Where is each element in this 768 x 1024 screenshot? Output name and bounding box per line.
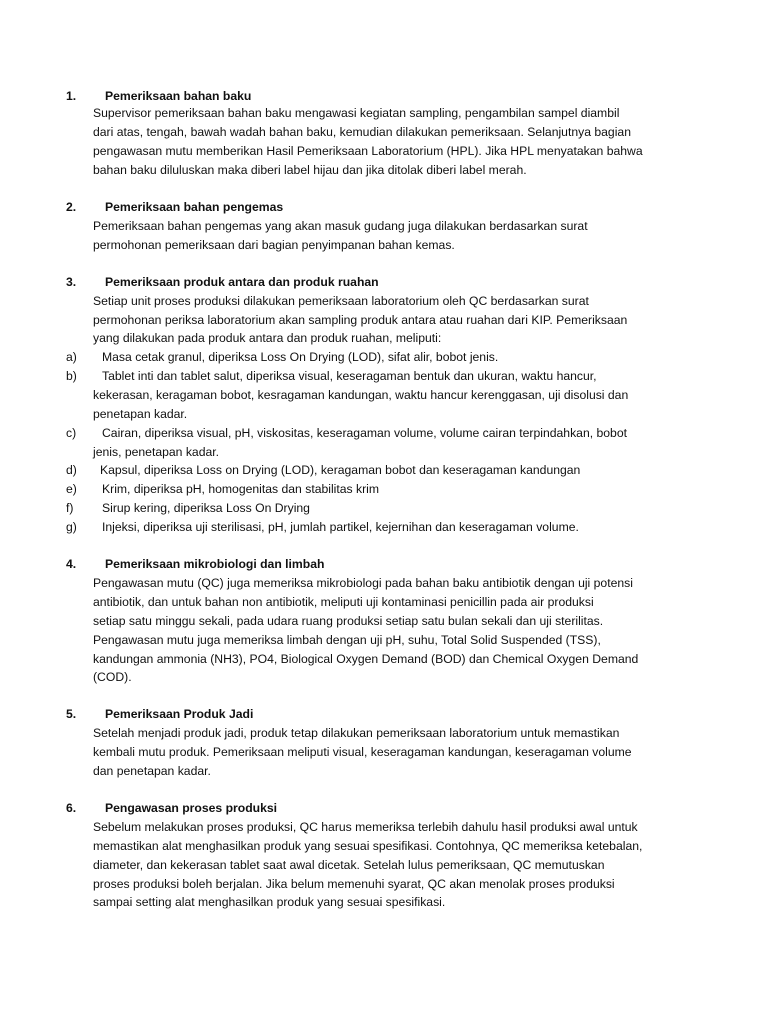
paragraph-line: Supervisor pemeriksaan bahan baku mengawasi kegiatan sampling, pengambilan sampel diambil bbox=[93, 106, 620, 120]
list-item: Sirup kering, diperiksa Loss On Drying bbox=[102, 501, 310, 515]
list-item-letter: b) bbox=[66, 369, 77, 383]
section-title: Pemeriksaan bahan pengemas bbox=[105, 200, 284, 214]
section-title: Pemeriksaan Produk Jadi bbox=[105, 707, 254, 721]
paragraph-line: kembali mutu produk. Pemeriksaan meliputi visual, keseragaman kandungan, keseragaman volume bbox=[93, 745, 632, 759]
list-item: Cairan, diperiksa visual, pH, viskositas, keseragaman volume, volume cairan terpindahkan, bobot bbox=[102, 426, 628, 440]
list-item: Krim, diperiksa pH, homogenitas dan stabilitas krim bbox=[102, 482, 380, 496]
paragraph-line: antibiotik, dan untuk bahan non antibiotik, meliputi uji kontaminasi penicillin pada air produksi bbox=[93, 595, 594, 609]
paragraph-line: memastikan alat menghasilkan produk yang sesuai spesifikasi. Contohnya, QC memeriksa ketebalan, bbox=[93, 839, 643, 853]
list-item: Kapsul, diperiksa Loss on Drying (LOD), keragaman bobot dan keseragaman kandungan bbox=[100, 463, 581, 477]
list-item-letter: g) bbox=[66, 520, 77, 534]
section-number: 5. bbox=[66, 707, 77, 721]
paragraph-line: permohonan periksa laboratorium akan sampling produk antara atau ruahan dari KIP. Pemeriksaan bbox=[93, 313, 628, 327]
section-title: Pemeriksaan bahan baku bbox=[105, 89, 252, 103]
paragraph-line: Pemeriksaan bahan pengemas yang akan masuk gudang juga dilakukan berdasarkan surat bbox=[93, 219, 588, 233]
paragraph-line: (COD). bbox=[93, 670, 132, 684]
paragraph-line: sampai setting alat menghasilkan produk yang sesuai spesifikasi. bbox=[93, 895, 446, 909]
list-item-letter: d) bbox=[66, 463, 77, 477]
paragraph-line: dan penetapan kadar. bbox=[93, 764, 211, 778]
list-item: Injeksi, diperiksa uji sterilisasi, pH, jumlah partikel, kejernihan dan keseragaman volume. bbox=[102, 520, 579, 534]
paragraph-line: permohonan pemeriksaan dari bagian penyimpanan bahan kemas. bbox=[93, 238, 455, 252]
list-item-continuation: penetapan kadar. bbox=[93, 407, 188, 421]
list-item: Masa cetak granul, diperiksa Loss On Drying (LOD), sifat alir, bobot jenis. bbox=[102, 350, 499, 364]
list-item: Tablet inti dan tablet salut, diperiksa visual, keseragaman bentuk dan ukuran, waktu hancur, bbox=[102, 369, 597, 383]
list-item-letter: a) bbox=[66, 350, 77, 364]
paragraph-line: diameter, dan kekerasan tablet saat awal dicetak. Setelah lulus pemeriksaan, QC memutuskan bbox=[93, 858, 605, 872]
paragraph-line: dari atas, tengah, bawah wadah bahan baku, kemudian dilakukan pemeriksaan. Selanjutnya bagian bbox=[93, 125, 631, 139]
section-title: Pemeriksaan produk antara dan produk ruahan bbox=[105, 275, 379, 289]
list-item-continuation: jenis, penetapan kadar. bbox=[93, 445, 220, 459]
paragraph-line: yang dilakukan pada produk antara dan produk ruahan, meliputi: bbox=[93, 331, 442, 345]
section-number: 6. bbox=[66, 801, 77, 815]
paragraph-line: Setiap unit proses produksi dilakukan pemeriksaan laboratorium oleh QC berdasarkan surat bbox=[93, 294, 589, 308]
paragraph-line: Pengawasan mutu (QC) juga memeriksa mikrobiologi pada bahan baku antibiotik dengan uji potensi bbox=[93, 576, 633, 590]
paragraph-line: setiap satu minggu sekali, pada udara ruang produksi setiap satu bulan sekali dan uji sterilitas. bbox=[93, 614, 604, 628]
paragraph-line: Pengawasan mutu juga memeriksa limbah dengan uji pH, suhu, Total Solid Suspended (TSS), bbox=[93, 633, 601, 647]
paragraph-line: bahan baku diluluskan maka diberi label hijau dan jika ditolak diberi label merah. bbox=[93, 163, 527, 177]
paragraph-line: proses produksi boleh berjalan. Jika belum memenuhi syarat, QC akan menolak proses produksi bbox=[93, 877, 615, 891]
paragraph-line: Setelah menjadi produk jadi, produk tetap dilakukan pemeriksaan laboratorium untuk memastikan bbox=[93, 726, 620, 740]
section-title: Pemeriksaan mikrobiologi dan limbah bbox=[105, 557, 325, 571]
paragraph-line: kandungan ammonia (NH3), PO4, Biological Oxygen Demand (BOD) dan Chemical Oxygen Demand bbox=[93, 652, 639, 666]
section-number: 1. bbox=[66, 89, 77, 103]
list-item-letter: f) bbox=[66, 501, 74, 515]
list-item-letter: e) bbox=[66, 482, 77, 496]
section-number: 2. bbox=[66, 200, 77, 214]
section-number: 3. bbox=[66, 275, 77, 289]
list-item-letter: c) bbox=[66, 426, 77, 440]
list-item-continuation: kekerasan, keragaman bobot, kesragaman kandungan, waktu hancur kerenggasan, uji disolusi dan bbox=[93, 388, 629, 402]
paragraph-line: pengawasan mutu memberikan Hasil Pemeriksaan Laboratorium (HPL). Jika HPL menyatakan bahwa bbox=[93, 144, 643, 158]
section-title: Pengawasan proses produksi bbox=[105, 801, 278, 815]
section-number: 4. bbox=[66, 557, 77, 571]
paragraph-line: Sebelum melakukan proses produksi, QC harus memeriksa terlebih dahulu hasil produksi awal untuk bbox=[93, 820, 638, 834]
